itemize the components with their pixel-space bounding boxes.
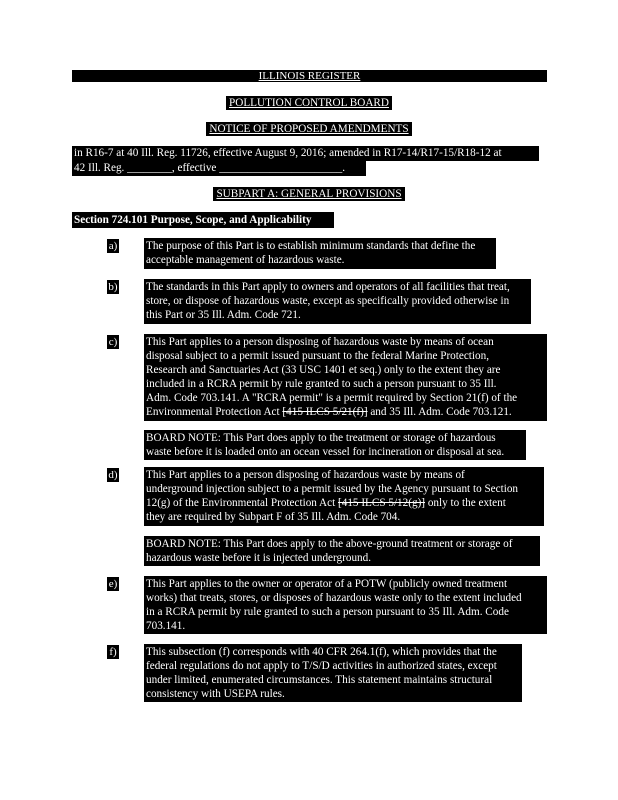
subpart-heading-row: [0, 187, 618, 201]
item-c-label: c): [108, 336, 118, 348]
notice-heading-row: [0, 122, 618, 136]
section-title: Section 724.101 Purpose, Scope, and Applicability: [72, 212, 334, 228]
item-c-board-note: BOARD NOTE: This Part does apply to the treatment or storage of hazardous waste before it is loaded onto an ocean vessel for incineration or disposal at sea.: [144, 430, 526, 460]
item-a-label: a): [108, 240, 118, 252]
item-a-text: The purpose of this Part is to establish minimum standards that define the acceptable management of hazardous waste.: [144, 238, 496, 269]
item-b-label: b): [108, 281, 118, 293]
item-e-text: This Part applies to the owner or operator of a POTW (publicly owned treatment works) that treats, stores, or disposes of hazardous waste only to the extent included in a RCRA permit by rule granted to such a person pursuant to 35 Ill. Adm. Code 703.141.: [144, 576, 547, 634]
item-b-text: The standards in this Part apply to owners and operators of all facilities that treat, store, or dispose of hazardous waste, except as specifically provided otherwise in this Part or 35 Ill. Adm. Code 721.: [144, 279, 531, 324]
register-title: ILLINOIS REGISTER: [258, 70, 361, 82]
amendment-history-line-1: in R16-7 at 40 Ill. Reg. 11726, effective August 9, 2016; amended in R17-14/R17-15/R18-12 at: [72, 146, 539, 161]
amendment-history-line-2: 42 Ill. Reg. ________, effective ______________________.: [72, 161, 366, 176]
item-f-text: This subsection (f) corresponds with 40 CFR 264.1(f), which provides that the federal regulations do not apply to T/S/D activities in authorized states, except under limited, enumerated circumstances. This statement maintains structural consistency with USEPA rules.: [144, 644, 522, 702]
item-d-label: d): [108, 469, 118, 481]
item-d-text: This Part applies to a person disposing of hazardous waste by means of underground injection subject to a permit issued by the Agency pursuant to Section 12(g) of the Environmental Protection Act [415 ILCS 5/12(g)] only to the extent they are required by Subpart F of 35 Ill. Adm. Code 704.: [144, 467, 544, 526]
item-c-text: This Part applies to a person disposing of hazardous waste by means of ocean disposal subject to a permit issued pursuant to the federal Marine Protection, Research and Sanctuaries Act (33 USC 1401 et seq.) only to the extent they are included in a RCRA permit by rule granted to such a person pursuant to 35 Ill. Adm. Code 703.141. A "RCRA permit" is a permit required by Section 21(f) of the Environmental Protection Act [415 ILCS 5/21(f)] and 35 Ill. Adm. Code 703.121.: [144, 334, 547, 421]
register-header-bar: [72, 70, 547, 82]
item-d-struck-citation: [415 ILCS 5/12(g)]: [338, 497, 426, 509]
item-c-struck-citation: [415 ILCS 5/21(f)]: [282, 406, 368, 418]
item-f-label: f): [107, 645, 119, 659]
board-heading-row: [0, 96, 618, 110]
item-d-board-note: BOARD NOTE: This Part does apply to the above-ground treatment or storage of hazardous waste before it is injected underground.: [144, 536, 540, 566]
board-heading: POLLUTION CONTROL BOARD: [226, 96, 392, 110]
subpart-heading: SUBPART A: GENERAL PROVISIONS: [213, 187, 404, 201]
item-e-label: e): [108, 578, 118, 590]
notice-heading: NOTICE OF PROPOSED AMENDMENTS: [206, 122, 411, 136]
